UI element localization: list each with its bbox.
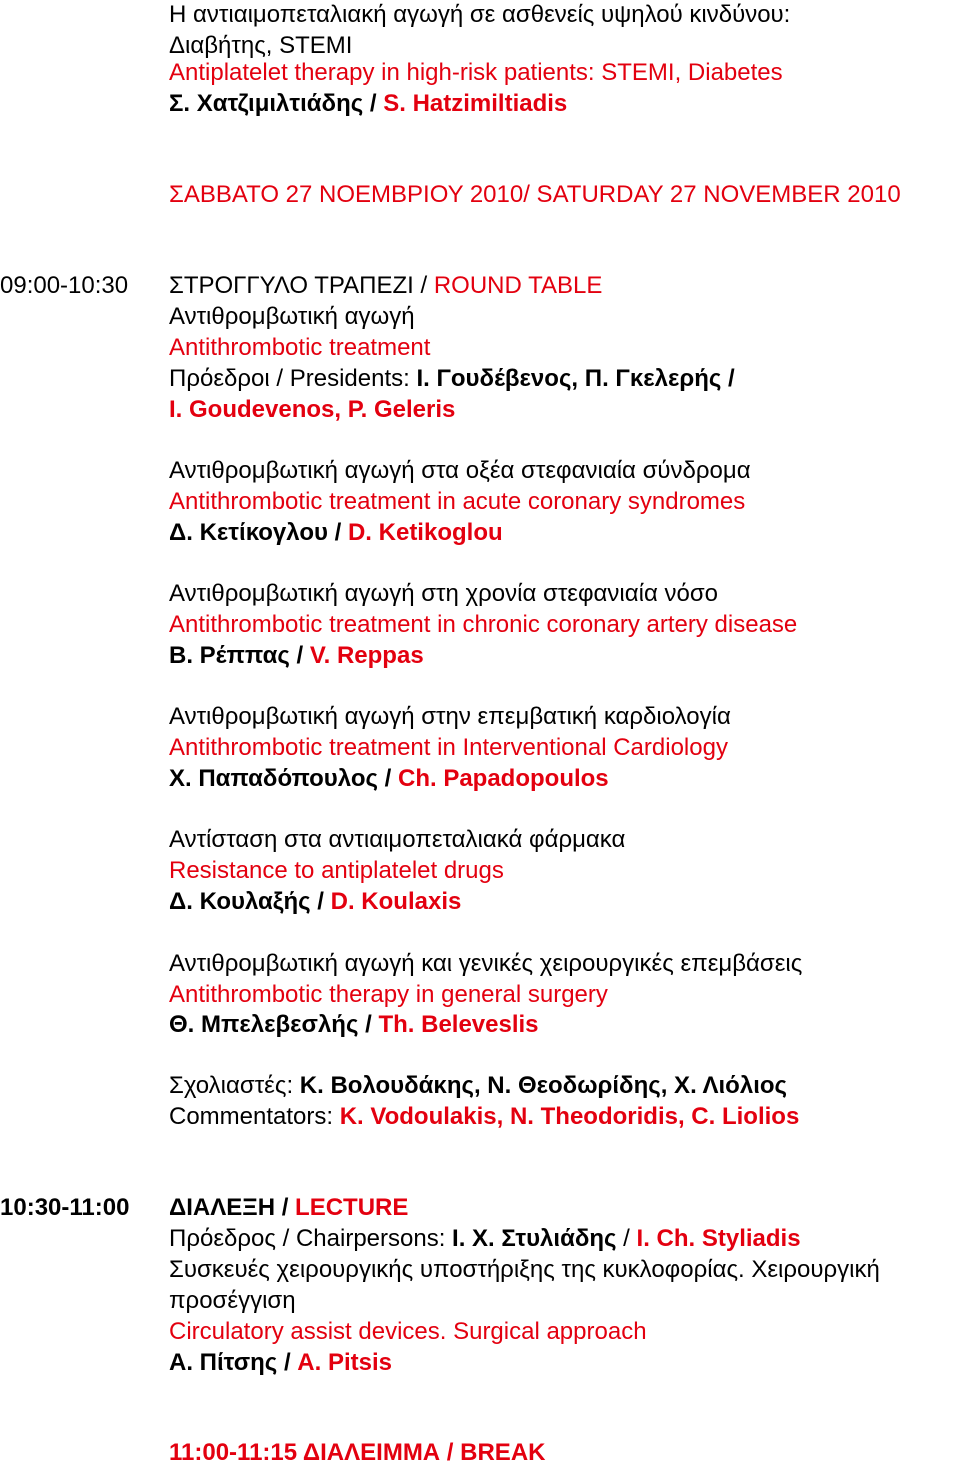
- lecture-chairpersons: [169, 1223, 801, 1254]
- talk-4-title-english: Resistance to antiplatelet drugs: [169, 857, 504, 884]
- round-table-presidents: [169, 363, 735, 394]
- commentators-greek: [169, 1070, 787, 1101]
- talk-2-title-english: Antithrombotic treatment in chronic coronary artery disease: [169, 611, 798, 638]
- talk-3-title-english: Antithrombotic treatment in Interventional Cardiology: [169, 734, 728, 761]
- type-english: ROUND TABLE: [433, 272, 603, 299]
- break-label: 11:00-11:15 ΔΙΑΛΕΙΜΜΑ / BREAK: [169, 1439, 546, 1466]
- session-title-english: Antiplatelet therapy in high-risk patients: STEMI, Diabetes: [169, 59, 783, 86]
- type-greek: ΔΙΑΛΕΞΗ /: [169, 1194, 296, 1221]
- chair-label: Πρόεδρος / Chairpersons:: [169, 1225, 453, 1252]
- lecture-title-greek-continued: προσέγγιση: [169, 1287, 296, 1314]
- speaker-english: Ch. Papadopoulos: [397, 765, 609, 792]
- talk-4-speaker: [169, 886, 461, 917]
- round-table-topic-greek: Αντιθρομβωτική αγωγή: [169, 303, 415, 330]
- round-table-time: 09:00-10:30: [0, 272, 129, 299]
- session-speaker: [169, 88, 567, 119]
- talk-3-title-greek: Αντιθρομβωτική αγωγή στην επεμβατική καρδιολογία: [169, 703, 731, 730]
- speaker-greek: Δ. Κουλαξής /: [169, 888, 331, 915]
- speaker-greek: Σ. Χατζιμιλτιάδης /: [169, 90, 384, 117]
- round-table-type: [169, 270, 602, 301]
- lecture-title-english: Circulatory assist devices. Surgical approach: [169, 1318, 647, 1345]
- speaker-english: A. Pitsis: [297, 1349, 392, 1376]
- talk-1-speaker: [169, 517, 503, 548]
- session-title-greek: Η αντιαιμοπεταλιακή αγωγή σε ασθενείς υψηλού κινδύνου:: [169, 1, 791, 28]
- speaker-english: D. Koulaxis: [330, 888, 462, 915]
- day-header: ΣΑΒΒΑΤΟ 27 ΝΟΕΜΒΡΙΟΥ 2010/ SATURDAY 27 NOVEMBER 2010: [169, 181, 901, 208]
- presidents-greek: Ι. Γουδέβενος, Π. Γκελερής /: [416, 365, 735, 392]
- talk-2-speaker: [169, 640, 424, 671]
- talk-4-title-greek: Αντίσταση στα αντιαιμοπεταλιακά φάρμακα: [169, 826, 626, 853]
- speaker-greek: Α. Πίτσης /: [169, 1349, 298, 1376]
- lecture-title-greek: Συσκευές χειρουργικής υποστήριξης της κυκλοφορίας. Χειρουργική: [169, 1256, 880, 1283]
- type-greek: ΣΤΡΟΓΓΥΛΟ ΤΡΑΠΕΖΙ /: [169, 272, 434, 299]
- talk-5-title-english: Antithrombotic therapy in general surgery: [169, 981, 608, 1008]
- speaker-english: D. Ketikoglou: [347, 519, 503, 546]
- commentators-names-english: K. Vodoulakis, N. Theodoridis, C. Liolios: [339, 1103, 800, 1130]
- talk-3-speaker: [169, 763, 609, 794]
- round-table-topic-english: Antithrombotic treatment: [169, 334, 431, 361]
- lecture-type: [169, 1192, 408, 1223]
- speaker-english: V. Reppas: [309, 642, 424, 669]
- speaker-greek: Θ. Μπελεβεσλής /: [169, 1011, 379, 1038]
- type-english: LECTURE: [295, 1194, 409, 1221]
- chair-separator: /: [616, 1225, 637, 1252]
- lecture-speaker: [169, 1347, 392, 1378]
- talk-2-title-greek: Αντιθρομβωτική αγωγή στη χρονία στεφανιαία νόσο: [169, 580, 719, 607]
- chair-greek: Ι. Χ. Στυλιάδης: [452, 1225, 617, 1252]
- speaker-greek: Χ. Παπαδόπουλος /: [169, 765, 398, 792]
- commentators-label-english: Commentators:: [169, 1103, 340, 1130]
- round-table-presidents-english: I. Goudevenos, P. Geleris: [169, 396, 456, 423]
- speaker-greek: Β. Ρέππας /: [169, 642, 310, 669]
- chair-english: I. Ch. Styliadis: [636, 1225, 801, 1252]
- talk-1-title-english: Antithrombotic treatment in acute coronary syndromes: [169, 488, 746, 515]
- presidents-label: Πρόεδροι / Presidents:: [169, 365, 417, 392]
- speaker-english: Th. Beleveslis: [378, 1011, 539, 1038]
- speaker-english: S. Hatzimiltiadis: [383, 90, 568, 117]
- commentators-label-greek: Σχολιαστές:: [169, 1072, 300, 1099]
- lecture-time: 10:30-11:00: [0, 1194, 130, 1221]
- commentators-names-greek: Κ. Βολουδάκης, Ν. Θεοδωρίδης, Χ. Λιόλιος: [299, 1072, 787, 1099]
- talk-1-title-greek: Αντιθρομβωτική αγωγή στα οξέα στεφανιαία σύνδρομα: [169, 457, 751, 484]
- talk-5-title-greek: Αντιθρομβωτική αγωγή και γενικές χειρουργικές επεμβάσεις: [169, 950, 803, 977]
- speaker-greek: Δ. Κετίκογλου /: [169, 519, 348, 546]
- talk-5-speaker: [169, 1009, 539, 1040]
- commentators-english: [169, 1101, 799, 1132]
- session-title-greek-continued: Διαβήτης, STEMI: [169, 32, 353, 59]
